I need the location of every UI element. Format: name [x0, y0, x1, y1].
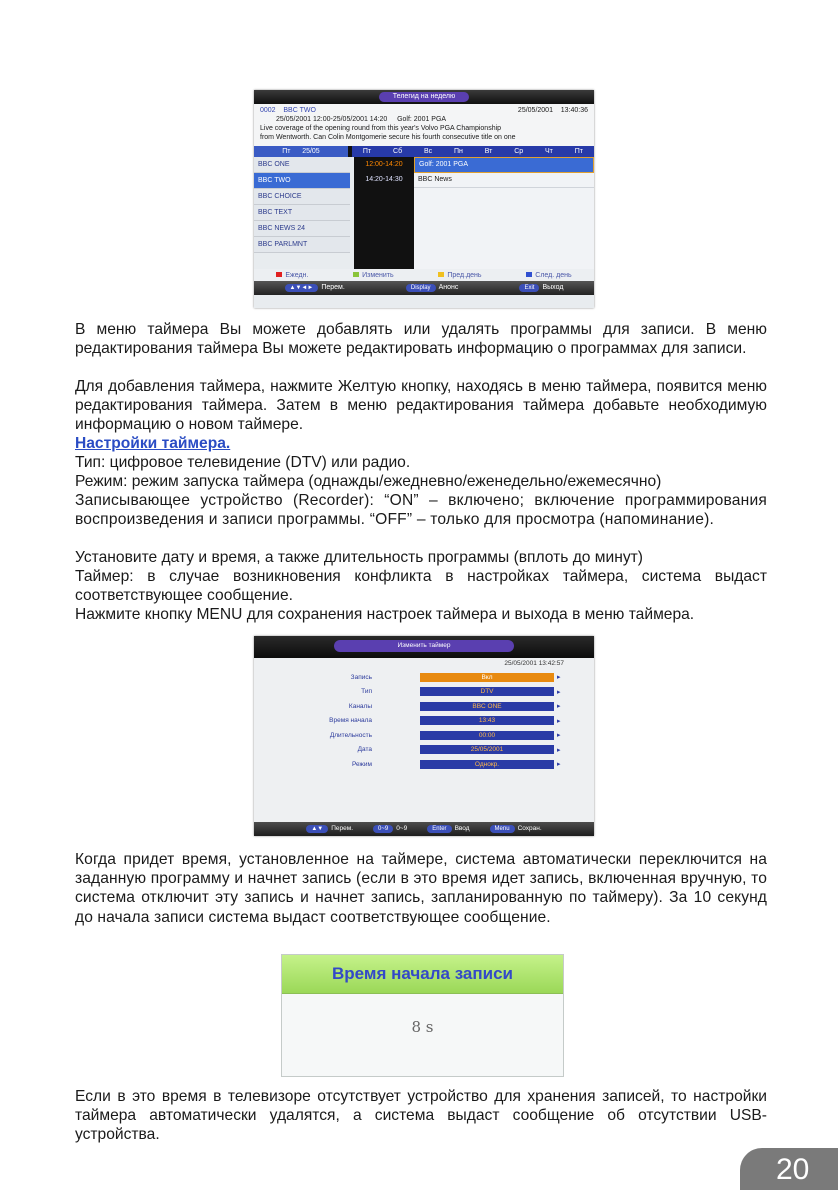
timer-row-mode[interactable]: Режим Однокр. ▸	[351, 760, 561, 769]
setting-type: Тип: цифровое телевидение (DTV) или радио.	[75, 454, 411, 471]
channel-value[interactable]: BBC ONE	[420, 702, 554, 711]
timer-title: Изменить таймер	[334, 640, 514, 652]
popup-title: Время начала записи	[282, 955, 563, 994]
paragraph-timer-menu: В меню таймера Вы можете добавлять или удалять программы для записи. В меню редактирования таймера Вы можете редактировать информацию о программах для записи.	[75, 321, 767, 358]
arrow-right-icon: ▸	[557, 717, 561, 725]
program-item-selected[interactable]: Golf: 2001 PGA	[414, 157, 594, 173]
channel-item[interactable]: BBC NEWS 24	[254, 221, 350, 237]
timer-footer	[254, 822, 594, 836]
menu-key-icon: Menu	[490, 825, 515, 833]
color-legend	[254, 269, 594, 281]
setting-recorder: Записывающее устройство (Recorder): “ON” – включено; включение программирования воспроизведения и записи программы. “OFF” – только для просмотра (напоминание).	[75, 492, 767, 529]
page-number: 20	[740, 1148, 838, 1190]
timer-row-duration[interactable]: Длительность 00:00 ▸	[329, 731, 561, 740]
mode-value[interactable]: Однокр.	[420, 760, 554, 769]
channel-number: 0002	[260, 107, 276, 114]
type-value[interactable]: DTV	[420, 687, 554, 696]
channel-item-selected[interactable]: BBC TWO	[254, 173, 350, 189]
timer-row-start-time[interactable]: Время начала 13:43 ▸	[329, 717, 561, 725]
event-description-2: from Wentworth. Can Colin Montgomerie secure his fourth consecutive title on one	[260, 134, 516, 141]
setting-save: Нажмите кнопку MENU для сохранения настроек таймера и выхода в меню таймера.	[75, 606, 695, 623]
red-key-icon	[276, 272, 282, 277]
day-tabs	[352, 146, 594, 157]
epg-time: 13:40:36	[560, 107, 588, 114]
timeslot-column	[354, 157, 414, 269]
footer-exit: Exit Выход	[519, 284, 563, 292]
duration-value[interactable]: 00:00	[420, 731, 554, 740]
day-tab[interactable]: Ср	[514, 148, 524, 155]
day-tab[interactable]: Вс	[423, 148, 433, 155]
day-tab[interactable]: Пт	[574, 148, 583, 155]
channel-item[interactable]: BBC TEXT	[254, 205, 350, 221]
setting-datetime: Установите дату и время, а также длительность программы (вплоть до минут)	[75, 549, 643, 566]
timeslot: 12:00-14:20	[365, 161, 403, 168]
arrow-right-icon: ▸	[557, 674, 561, 682]
day-tab[interactable]: Вт	[484, 148, 493, 155]
arrow-right-icon: ▸	[557, 746, 561, 754]
footer-move: ▲▼ Перем.	[306, 825, 353, 833]
timer-edit-screenshot	[254, 636, 594, 836]
event-description-1: Live coverage of the opening round from this year's Volvo PGA Championship	[260, 125, 502, 132]
paragraph-add-timer: Для добавления таймера, нажмите Желтую кнопку, находясь в меню таймера, появится меню редактирования таймера. Затем в меню редактирования таймера добавьте необходимую информацию о новом таймере.	[75, 378, 767, 434]
day-bar	[254, 146, 594, 157]
section-heading-timer-settings: Настройки таймера.	[75, 435, 231, 452]
arrow-right-icon: ▸	[557, 703, 561, 711]
current-day-tab[interactable]: Пт 25/05	[254, 146, 348, 157]
day-tab[interactable]: Сб	[393, 148, 403, 155]
legend-blue: След. день	[526, 272, 571, 279]
countdown-value: 8 s	[411, 1018, 434, 1036]
timeslot: 14:20-14:30	[365, 176, 403, 183]
blue-key-icon	[526, 272, 532, 277]
arrows-key-icon: ▲▼	[306, 825, 328, 833]
legend-yellow: Пред.день	[438, 272, 481, 279]
exit-key-icon: Exit	[519, 284, 539, 292]
arrow-right-icon: ▸	[557, 761, 561, 769]
event-span: 25/05/2001 12:00-25/05/2001 14:20	[276, 116, 388, 123]
program-item[interactable]: BBC News	[414, 173, 594, 188]
epg-title-bar	[254, 90, 594, 104]
channel-item[interactable]: BBC PARLMNT	[254, 237, 350, 253]
epg-date: 25/05/2001	[517, 107, 553, 114]
arrow-right-icon: ▸	[557, 688, 561, 696]
footer-move: ▲▼◄► Перем.	[285, 284, 345, 292]
digits-key-icon: 0~9	[373, 825, 393, 833]
epg-title: Телегид на неделю	[379, 92, 469, 102]
timer-row-channel[interactable]: Каналы BBC ONE ▸	[348, 702, 561, 711]
paragraph-no-usb: Если в это время в телевизоре отсутствует устройство для хранения записей, то настройки таймера автоматически удалятся, а система выдаст сообщение об отсутствии USB-устройства.	[75, 1088, 767, 1144]
record-start-popup	[281, 954, 564, 1077]
footer-save: Menu Сохран.	[490, 825, 542, 833]
setting-mode: Режим: режим запуска таймера (однажды/ежедневно/еженедельно/ежемесячно)	[75, 473, 662, 490]
timer-clock: 25/05/2001 13:42:57	[504, 660, 564, 667]
enter-key-icon: Enter	[427, 825, 451, 833]
day-tab[interactable]: Чт	[545, 148, 553, 155]
legend-red: Ежедн.	[276, 272, 308, 279]
day-tab[interactable]: Пн	[453, 148, 463, 155]
channel-list	[254, 157, 350, 269]
setting-conflict: Таймер: в случае возникновения конфликта в настройках таймера, система выдаст соответствующее сообщение.	[75, 568, 767, 605]
green-key-icon	[353, 272, 359, 277]
timer-row-date[interactable]: Дата 25/05/2001 ▸	[357, 746, 561, 754]
channel-name: BBC TWO	[283, 107, 316, 114]
event-name: Golf: 2001 PGA	[397, 116, 447, 123]
epg-screenshot	[254, 90, 594, 308]
timer-row-record[interactable]: Запись Вкл ▸	[350, 673, 561, 682]
yellow-key-icon	[438, 272, 444, 277]
legend-green: Изменить	[353, 272, 394, 279]
epg-footer	[254, 281, 594, 295]
day-tab[interactable]: Пт	[362, 148, 372, 155]
epg-info-panel	[254, 104, 594, 146]
arrow-right-icon: ▸	[557, 732, 561, 740]
channel-item[interactable]: BBC ONE	[254, 157, 350, 173]
display-key-icon: Display	[406, 284, 436, 292]
program-column	[414, 157, 594, 269]
start-time-value[interactable]: 13:43	[420, 716, 554, 725]
channel-item[interactable]: BBC CHOICE	[254, 189, 350, 205]
arrows-key-icon: ▲▼◄►	[285, 284, 319, 292]
timer-row-type[interactable]: Тип DTV ▸	[361, 688, 561, 696]
paragraph-auto-record: Когда придет время, установленное на таймере, система автоматически переключится на заданную программу и начнет запись (если в это время идет запись, включенная вручную, то система отключит эту запись и начнет запись, запланированную по таймеру). За 10 секунд до начала записи система выдаст соответствующее сообщение.	[75, 851, 767, 926]
record-value[interactable]: Вкл	[420, 673, 554, 682]
footer-digits: 0~9 0~9	[373, 825, 407, 833]
timer-title-bar	[254, 636, 594, 658]
footer-enter: Enter Ввод	[427, 825, 469, 833]
epg-grid	[254, 157, 594, 269]
date-value[interactable]: 25/05/2001	[420, 745, 554, 754]
footer-display: Display Анонс	[406, 284, 458, 292]
